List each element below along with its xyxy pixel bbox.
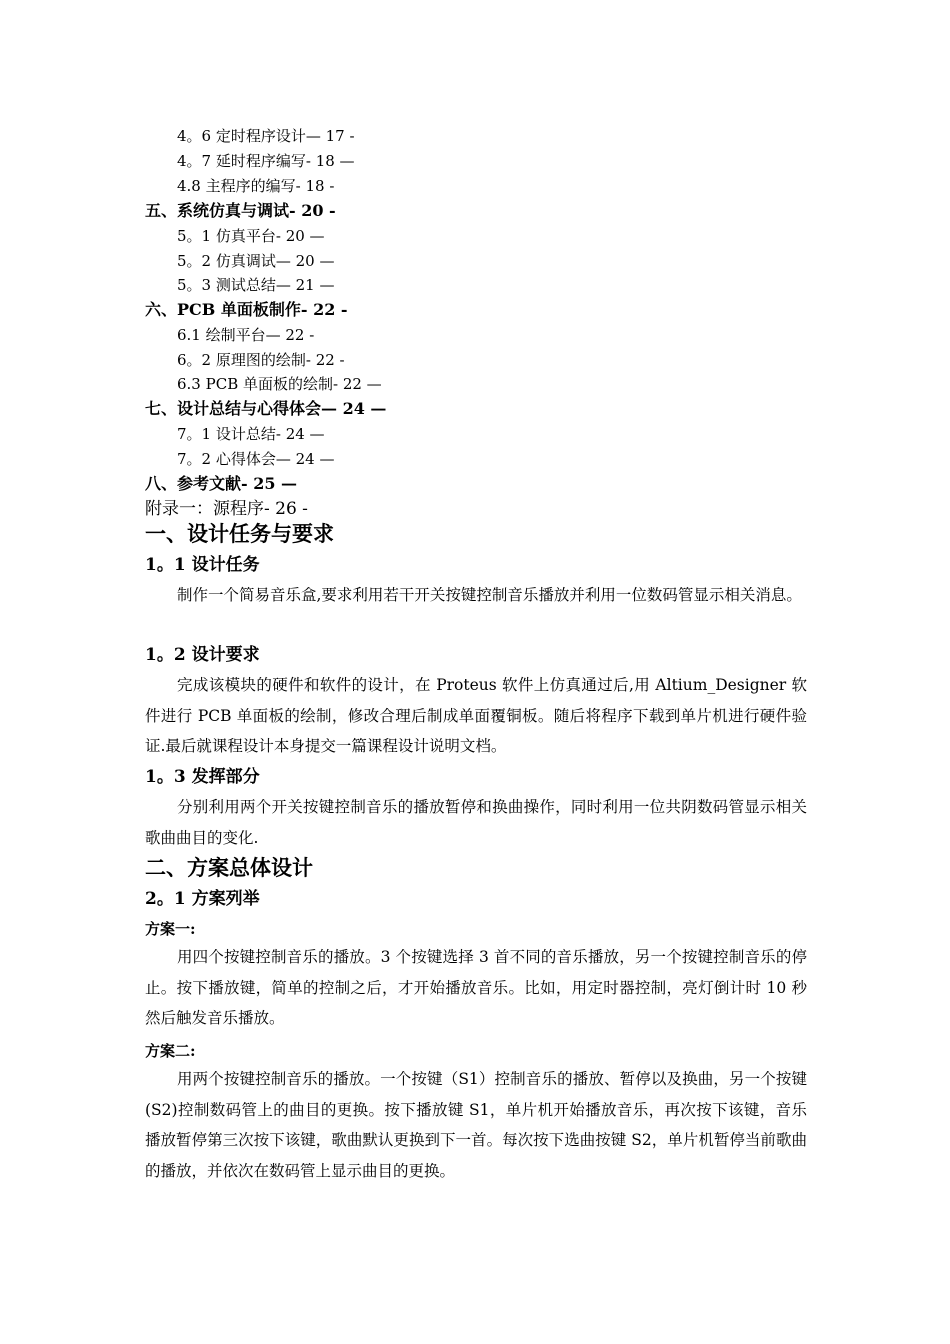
plan-2-paragraph: 用两个按键控制音乐的播放。一个按键（S1）控制音乐的播放、暂停以及换曲，另一个按键(S2)控制数码管上的曲目的更换。按下播放键 S1，单片机开始播放音乐，再次按下该键，音乐播放暂停第三次按下该键，歌曲默认更换到下一首。每次按下选曲按键 S2，单片机暂停当前歌曲的播放，并依次在数码管上显示曲目的更换。	[145, 1070, 807, 1180]
toc-item-4-8: 4.8 主程序的编写- 18 -	[177, 177, 335, 195]
section-1-heading: 一、设计任务与要求	[145, 521, 334, 546]
section-1-1-paragraph: 制作一个简易音乐盒,要求利用若干开关按键控制音乐播放并利用一位数码管显示相关消息。	[177, 586, 802, 604]
section-2-heading: 二、方案总体设计	[145, 855, 313, 880]
section-2-1-heading: 2。1 方案列举	[145, 889, 260, 909]
toc-item-6-1: 6.1 绘制平台— 22 -	[177, 326, 315, 344]
toc-item-chapter-6: 六、PCB 单面板制作- 22 -	[145, 300, 348, 319]
toc-item-6-2: 6。2 原理图的绘制- 22 -	[177, 351, 345, 369]
section-1-3-heading: 1。3 发挥部分	[145, 767, 260, 787]
plan-1-heading: 方案一:	[145, 920, 196, 938]
toc-item-chapter-8: 八、参考文献- 25 —	[145, 474, 298, 493]
plan-1-paragraph: 用四个按键控制音乐的播放。3 个按键选择 3 首不同的音乐播放，另一个按键控制音乐的停止。按下播放键，简单的控制之后，才开始播放音乐。比如，用定时器控制，亮灯倒计时 10 秒然后触发音乐播放。	[145, 948, 807, 1027]
toc-item-appendix-1: 附录一：源程序- 26 -	[145, 499, 308, 519]
toc-item-chapter-7: 七、设计总结与心得体会— 24 —	[145, 399, 387, 418]
toc-item-7-1: 7。1 设计总结- 24 —	[177, 425, 325, 443]
plan-2-heading: 方案二:	[145, 1042, 196, 1060]
toc-item-4-7: 4。7 延时程序编写- 18 —	[177, 152, 355, 170]
toc-item-5-1: 5。1 仿真平台- 20 —	[177, 227, 325, 245]
section-1-2-paragraph: 完成该模块的硬件和软件的设计，在 Proteus 软件上仿真通过后,用 Altium_Designer 软件进行 PCB 单面板的绘制，修改合理后制成单面覆铜板。随后将程序下载到单片机进行硬件验证.最后就课程设计本身提交一篇课程设计说明文档。	[145, 676, 807, 755]
toc-item-4-6: 4。6 定时程序设计— 17 -	[177, 127, 355, 145]
toc-item-5-2: 5。2 仿真调试— 20 —	[177, 252, 335, 270]
toc-item-6-3: 6.3 PCB 单面板的绘制- 22 —	[177, 375, 382, 393]
toc-item-7-2: 7。2 心得体会— 24 —	[177, 450, 335, 468]
toc-item-chapter-5: 五、系统仿真与调试- 20 -	[145, 201, 336, 220]
section-1-3-paragraph: 分别利用两个开关按键控制音乐的播放暂停和换曲操作，同时利用一位共阴数码管显示相关歌曲曲目的变化.	[145, 798, 807, 847]
toc-item-5-3: 5。3 测试总结— 21 —	[177, 276, 335, 294]
section-1-1-heading: 1。1 设计任务	[145, 555, 260, 575]
section-1-2-heading: 1。2 设计要求	[145, 645, 260, 665]
